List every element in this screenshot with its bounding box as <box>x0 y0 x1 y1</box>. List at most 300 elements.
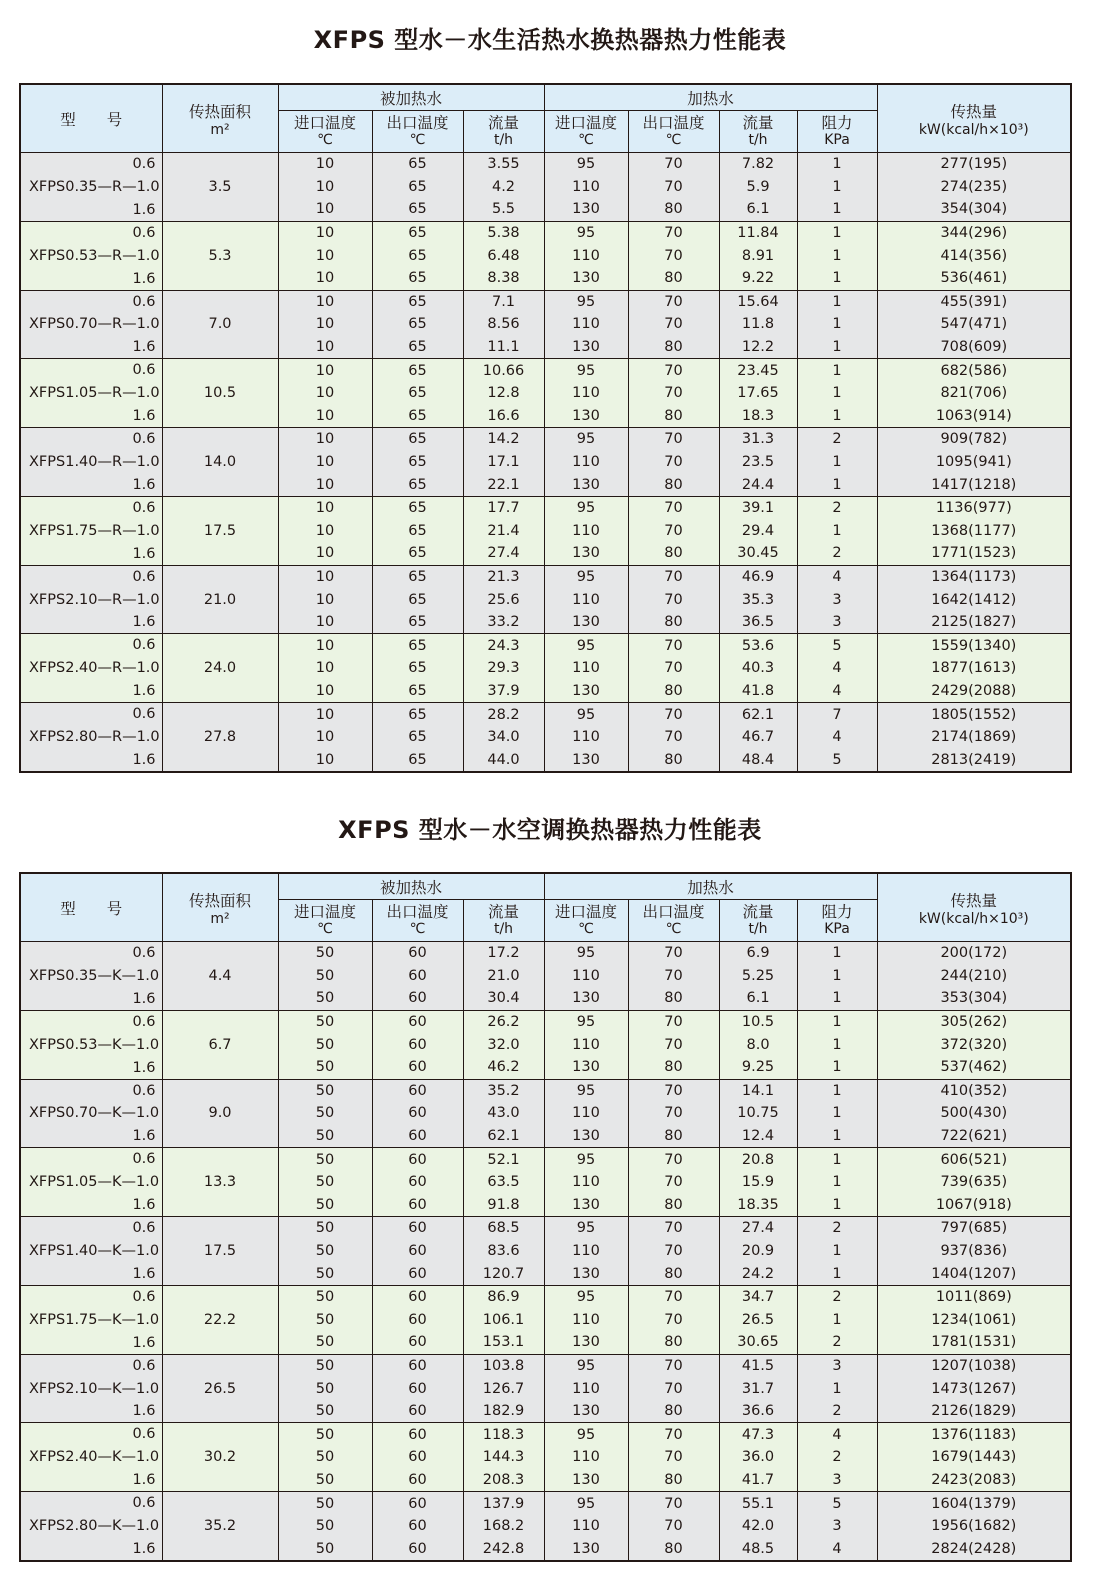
heating-outlet-temp-cell: 70 <box>628 726 719 749</box>
heated-outlet-temp-cell: 60 <box>372 1148 463 1171</box>
heating-outlet-temp-cell: 70 <box>628 244 719 267</box>
heating-inlet-temp-cell: 110 <box>544 382 628 405</box>
heated-flow-cell: 63.5 <box>463 1171 544 1194</box>
heating-flow-cell: 9.22 <box>719 267 797 290</box>
heating-inlet-temp-cell: 130 <box>544 1125 628 1148</box>
area-cell: 21.0 <box>162 565 278 634</box>
heating-inlet-temp-cell: 130 <box>544 473 628 496</box>
heating-outlet-temp-cell: 80 <box>628 1194 719 1217</box>
heat-transfer-cell: 1136(977) <box>877 496 1071 519</box>
inlet-temp-label: 进口温度 <box>555 113 618 132</box>
heating-outlet-temp-cell: 80 <box>628 405 719 428</box>
heated-inlet-temp-cell: 10 <box>278 473 372 496</box>
model-name: XFPS0.53—K—1.0 <box>29 1036 160 1053</box>
pressure-high: 1.6 <box>132 201 156 218</box>
heated-flow-cell: 4.2 <box>463 176 544 199</box>
heating-inlet-temp-cell: 110 <box>544 1446 628 1469</box>
heat-transfer-cell: 1771(1523) <box>877 542 1071 565</box>
heated-outlet-temp-cell: 60 <box>372 1515 463 1538</box>
resistance-cell: 2 <box>797 1285 877 1308</box>
model-cell <box>20 1079 162 1148</box>
heating-flow-cell: 55.1 <box>719 1492 797 1515</box>
heating-outlet-temp-cell: 70 <box>628 1446 719 1469</box>
resistance-cell: 1 <box>797 1033 877 1056</box>
heated-outlet-temp-cell: 65 <box>372 176 463 199</box>
heating-inlet-temp-cell: 95 <box>544 634 628 657</box>
heated-inlet-temp-cell: 50 <box>278 1171 372 1194</box>
heated-outlet-temp-cell: 60 <box>372 1171 463 1194</box>
heated-outlet-temp-cell: 60 <box>372 1469 463 1492</box>
heated-outlet-temp-cell: 60 <box>372 1331 463 1354</box>
heat-transfer-cell: 682(586) <box>877 359 1071 382</box>
heated-outlet-temp-cell: 65 <box>372 565 463 588</box>
table-row <box>20 1148 1071 1171</box>
outlet-temp-unit: ℃ <box>665 920 682 937</box>
pressure-high: 1.6 <box>132 1334 156 1351</box>
inlet-temp-unit: ℃ <box>317 131 333 148</box>
heated-inlet-temp-cell: 10 <box>278 405 372 428</box>
heated-outlet-temp-cell: 60 <box>372 1423 463 1446</box>
heated-flow-cell: 37.9 <box>463 680 544 703</box>
heated-inlet-temp-cell: 50 <box>278 1423 372 1446</box>
area-cell: 27.8 <box>162 703 278 772</box>
area-cell: 30.2 <box>162 1423 278 1492</box>
heated-inlet-temp-cell: 10 <box>278 336 372 359</box>
pressure-high: 1.6 <box>132 476 156 493</box>
model-name: XFPS2.10—K—1.0 <box>29 1380 160 1397</box>
heating-outlet-temp-cell: 70 <box>628 520 719 543</box>
model-cell <box>20 221 162 290</box>
column-header-outlet-temp <box>628 900 719 942</box>
heating-inlet-temp-cell: 130 <box>544 611 628 634</box>
model-name: XFPS2.40—R—1.0 <box>29 660 160 677</box>
heated-outlet-temp-cell: 65 <box>372 428 463 451</box>
pressure-high: 1.6 <box>132 683 156 700</box>
flow-unit: t/h <box>493 920 514 937</box>
heating-inlet-temp-cell: 95 <box>544 1423 628 1446</box>
pressure-high: 1.6 <box>132 1265 156 1282</box>
model-name: XFPS0.70—R—1.0 <box>29 316 160 333</box>
resistance-cell: 1 <box>797 1102 877 1125</box>
heated-flow-cell: 17.1 <box>463 451 544 474</box>
heated-flow-cell: 5.5 <box>463 198 544 221</box>
table-row <box>20 942 1071 965</box>
resistance-cell: 1 <box>797 1125 877 1148</box>
outlet-temp-unit: ℃ <box>665 131 682 148</box>
resistance-cell: 1 <box>797 1309 877 1332</box>
heating-flow-cell: 41.7 <box>719 1469 797 1492</box>
heating-flow-cell: 30.45 <box>719 542 797 565</box>
heated-outlet-temp-cell: 65 <box>372 405 463 428</box>
heated-inlet-temp-cell: 10 <box>278 267 372 290</box>
model-cell <box>20 1492 162 1561</box>
pressure-low: 0.6 <box>132 1288 156 1305</box>
table-row <box>20 1285 1071 1308</box>
model-name: XFPS0.35—R—1.0 <box>29 178 160 195</box>
pressure-low: 0.6 <box>132 1426 156 1443</box>
heating-flow-cell: 62.1 <box>719 703 797 726</box>
heat-transfer-cell: 1011(869) <box>877 1285 1071 1308</box>
heat-transfer-cell: 937(836) <box>877 1240 1071 1263</box>
heating-outlet-temp-cell: 70 <box>628 496 719 519</box>
flow-unit: t/h <box>748 131 768 148</box>
heating-outlet-temp-cell: 70 <box>628 176 719 199</box>
resistance-cell: 1 <box>797 221 877 244</box>
pressure-low: 0.6 <box>132 945 156 961</box>
model-cell <box>20 428 162 497</box>
heated-flow-cell: 44.0 <box>463 748 544 772</box>
model-name: XFPS0.53—R—1.0 <box>29 247 160 264</box>
pressure-low: 0.6 <box>132 362 156 379</box>
heat-transfer-cell: 353(304) <box>877 987 1071 1010</box>
outlet-temp-unit: ℃ <box>409 920 426 937</box>
model-cell <box>20 1354 162 1423</box>
heated-flow-cell: 86.9 <box>463 1285 544 1308</box>
heating-outlet-temp-cell: 80 <box>628 1537 719 1561</box>
pressure-low: 0.6 <box>132 499 156 516</box>
header-row <box>20 873 1071 900</box>
heat-transfer-cell: 547(471) <box>877 313 1071 336</box>
heated-flow-cell: 21.0 <box>463 965 544 988</box>
pressure-low: 0.6 <box>132 568 156 585</box>
heating-flow-cell: 34.7 <box>719 1285 797 1308</box>
heat-transfer-cell: 1877(1613) <box>877 657 1071 680</box>
pressure-low: 0.6 <box>132 293 156 310</box>
heating-inlet-temp-cell: 110 <box>544 965 628 988</box>
heated-inlet-temp-cell: 50 <box>278 1262 372 1285</box>
heat-transfer-cell: 414(356) <box>877 244 1071 267</box>
heating-inlet-temp-cell: 110 <box>544 520 628 543</box>
heated-flow-cell: 118.3 <box>463 1423 544 1446</box>
heating-outlet-temp-cell: 80 <box>628 1056 719 1079</box>
model-cell <box>20 290 162 359</box>
heating-flow-cell: 36.0 <box>719 1446 797 1469</box>
heated-inlet-temp-cell: 50 <box>278 1056 372 1079</box>
heated-flow-cell: 12.8 <box>463 382 544 405</box>
column-header-inlet-temp <box>278 111 372 153</box>
resistance-label: 阻力 <box>821 902 853 921</box>
heated-flow-cell: 34.0 <box>463 726 544 749</box>
heated-flow-cell: 43.0 <box>463 1102 544 1125</box>
heated-outlet-temp-cell: 65 <box>372 496 463 519</box>
heated-flow-cell: 28.2 <box>463 703 544 726</box>
heated-flow-cell: 26.2 <box>463 1010 544 1033</box>
heating-inlet-temp-cell: 130 <box>544 1194 628 1217</box>
column-header-inlet-temp <box>544 900 628 942</box>
heating-outlet-temp-cell: 70 <box>628 1515 719 1538</box>
heating-flow-cell: 10.75 <box>719 1102 797 1125</box>
resistance-cell: 1 <box>797 1377 877 1400</box>
heated-flow-cell: 52.1 <box>463 1148 544 1171</box>
column-header-heat-transfer <box>877 873 1071 942</box>
heating-flow-cell: 15.64 <box>719 290 797 313</box>
model-name: XFPS2.80—R—1.0 <box>29 729 160 746</box>
heated-inlet-temp-cell: 50 <box>278 1033 372 1056</box>
heated-inlet-temp-cell: 10 <box>278 726 372 749</box>
heating-flow-cell: 5.9 <box>719 176 797 199</box>
heating-flow-cell: 6.1 <box>719 198 797 221</box>
pressure-high: 1.6 <box>132 752 156 769</box>
heated-outlet-temp-cell: 65 <box>372 657 463 680</box>
heated-inlet-temp-cell: 50 <box>278 1240 372 1263</box>
heating-flow-cell: 41.5 <box>719 1354 797 1377</box>
model-name: XFPS0.35—K—1.0 <box>29 967 160 984</box>
outlet-temp-label: 出口温度 <box>386 902 449 921</box>
pressure-high: 1.6 <box>132 1541 156 1558</box>
heated-outlet-temp-cell: 60 <box>372 1194 463 1217</box>
table-row <box>20 221 1071 244</box>
heating-inlet-temp-cell: 110 <box>544 1171 628 1194</box>
heated-outlet-temp-cell: 65 <box>372 588 463 611</box>
heating-inlet-temp-cell: 95 <box>544 942 628 965</box>
heated-inlet-temp-cell: 10 <box>278 382 372 405</box>
heating-outlet-temp-cell: 70 <box>628 1354 719 1377</box>
heating-inlet-temp-cell: 110 <box>544 1377 628 1400</box>
resistance-label: 阻力 <box>821 113 853 132</box>
area-unit: m² <box>210 910 230 927</box>
resistance-cell: 3 <box>797 1354 877 1377</box>
resistance-cell: 1 <box>797 1148 877 1171</box>
heating-outlet-temp-cell: 70 <box>628 634 719 657</box>
heat-transfer-cell: 1679(1443) <box>877 1446 1071 1469</box>
heating-flow-cell: 5.25 <box>719 965 797 988</box>
model-cell <box>20 1148 162 1217</box>
heating-inlet-temp-cell: 95 <box>544 1492 628 1515</box>
heat-transfer-label: 传热量 <box>950 102 998 121</box>
heated-outlet-temp-cell: 65 <box>372 473 463 496</box>
heating-inlet-temp-cell: 110 <box>544 1102 628 1125</box>
heated-outlet-temp-cell: 60 <box>372 1354 463 1377</box>
heating-flow-cell: 39.1 <box>719 496 797 519</box>
heated-flow-cell: 14.2 <box>463 428 544 451</box>
resistance-unit: KPa <box>824 920 850 937</box>
heating-inlet-temp-cell: 130 <box>544 748 628 772</box>
heated-outlet-temp-cell: 65 <box>372 221 463 244</box>
heat-transfer-cell: 500(430) <box>877 1102 1071 1125</box>
heating-inlet-temp-cell: 95 <box>544 290 628 313</box>
resistance-cell: 1 <box>797 153 877 176</box>
heated-outlet-temp-cell: 65 <box>372 726 463 749</box>
heated-outlet-temp-cell: 60 <box>372 1285 463 1308</box>
column-header-flow <box>463 111 544 153</box>
inlet-temp-unit: ℃ <box>578 131 594 148</box>
heat-transfer-cell: 537(462) <box>877 1056 1071 1079</box>
heated-flow-cell: 10.66 <box>463 359 544 382</box>
heated-flow-cell: 32.0 <box>463 1033 544 1056</box>
model-name: XFPS2.40—K—1.0 <box>29 1449 160 1466</box>
pressure-high: 1.6 <box>132 1128 156 1145</box>
heated-outlet-temp-cell: 65 <box>372 634 463 657</box>
heat-transfer-cell: 1781(1531) <box>877 1331 1071 1354</box>
column-header-outlet-temp <box>628 111 719 153</box>
heating-outlet-temp-cell: 70 <box>628 1102 719 1125</box>
heated-inlet-temp-cell: 10 <box>278 359 372 382</box>
heating-inlet-temp-cell: 110 <box>544 1309 628 1332</box>
header-row <box>20 84 1071 111</box>
heated-outlet-temp-cell: 60 <box>372 1217 463 1240</box>
heated-inlet-temp-cell: 50 <box>278 1354 372 1377</box>
heating-outlet-temp-cell: 70 <box>628 382 719 405</box>
resistance-cell: 4 <box>797 657 877 680</box>
heat-transfer-cell: 536(461) <box>877 267 1071 290</box>
heated-inlet-temp-cell: 10 <box>278 290 372 313</box>
heated-outlet-temp-cell: 65 <box>372 611 463 634</box>
model-cell <box>20 359 162 428</box>
heating-inlet-temp-cell: 95 <box>544 359 628 382</box>
area-cell: 5.3 <box>162 221 278 290</box>
heating-flow-cell: 35.3 <box>719 588 797 611</box>
heat-transfer-cell: 1376(1183) <box>877 1423 1071 1446</box>
heated-flow-cell: 17.2 <box>463 942 544 965</box>
heated-outlet-temp-cell: 60 <box>372 1240 463 1263</box>
resistance-cell: 5 <box>797 1492 877 1515</box>
table <box>19 83 1072 773</box>
model-cell <box>20 1217 162 1286</box>
table-row <box>20 1079 1071 1102</box>
heating-flow-cell: 46.9 <box>719 565 797 588</box>
heating-inlet-temp-cell: 130 <box>544 1331 628 1354</box>
resistance-cell: 3 <box>797 588 877 611</box>
pressure-low: 0.6 <box>132 1220 156 1237</box>
resistance-cell: 4 <box>797 726 877 749</box>
heat-transfer-cell: 1805(1552) <box>877 703 1071 726</box>
heating-flow-cell: 42.0 <box>719 1515 797 1538</box>
heated-inlet-temp-cell: 50 <box>278 965 372 988</box>
pressure-high: 1.6 <box>132 339 156 356</box>
flow-label: 流量 <box>742 113 774 132</box>
heat-transfer-cell: 2174(1869) <box>877 726 1071 749</box>
pressure-high: 1.6 <box>132 1472 156 1489</box>
area-cell: 6.7 <box>162 1010 278 1079</box>
pressure-low: 0.6 <box>132 1495 156 1512</box>
heating-outlet-temp-cell: 70 <box>628 1217 719 1240</box>
resistance-cell: 2 <box>797 428 877 451</box>
model-name: XFPS1.75—K—1.0 <box>29 1311 160 1328</box>
pressure-low: 0.6 <box>132 1357 156 1374</box>
heating-inlet-temp-cell: 95 <box>544 1010 628 1033</box>
model-cell <box>20 1285 162 1354</box>
resistance-cell: 1 <box>797 987 877 1010</box>
heating-inlet-temp-cell: 95 <box>544 1079 628 1102</box>
pressure-low: 0.6 <box>132 1151 156 1168</box>
table-row <box>20 565 1071 588</box>
heated-flow-cell: 137.9 <box>463 1492 544 1515</box>
heating-inlet-temp-cell: 130 <box>544 1469 628 1492</box>
table <box>19 872 1072 1562</box>
column-group-heated-water: 被加热水 <box>278 873 544 900</box>
outlet-temp-label: 出口温度 <box>386 113 449 132</box>
table-row <box>20 1217 1071 1240</box>
pressure-high: 1.6 <box>132 545 156 562</box>
heating-inlet-temp-cell: 130 <box>544 1056 628 1079</box>
heated-outlet-temp-cell: 60 <box>372 1309 463 1332</box>
heating-inlet-temp-cell: 95 <box>544 565 628 588</box>
heating-inlet-temp-cell: 110 <box>544 313 628 336</box>
heated-inlet-temp-cell: 10 <box>278 428 372 451</box>
heated-inlet-temp-cell: 10 <box>278 611 372 634</box>
area-label: 传热面积 <box>188 102 251 121</box>
heating-flow-cell: 36.5 <box>719 611 797 634</box>
heating-outlet-temp-cell: 70 <box>628 965 719 988</box>
inlet-temp-label: 进口温度 <box>293 113 356 132</box>
heated-flow-cell: 30.4 <box>463 987 544 1010</box>
performance-table-air-conditioning <box>19 872 1070 1562</box>
heating-flow-cell: 12.4 <box>719 1125 797 1148</box>
resistance-cell: 2 <box>797 1446 877 1469</box>
heated-inlet-temp-cell: 10 <box>278 221 372 244</box>
table-row <box>20 1423 1071 1446</box>
heating-flow-cell: 7.82 <box>719 153 797 176</box>
heated-outlet-temp-cell: 65 <box>372 267 463 290</box>
pressure-low: 0.6 <box>132 224 156 241</box>
heating-inlet-temp-cell: 95 <box>544 703 628 726</box>
heating-flow-cell: 15.9 <box>719 1171 797 1194</box>
heating-flow-cell: 46.7 <box>719 726 797 749</box>
heating-outlet-temp-cell: 70 <box>628 1285 719 1308</box>
column-header-flow <box>463 900 544 942</box>
heated-outlet-temp-cell: 60 <box>372 1377 463 1400</box>
heat-transfer-cell: 244(210) <box>877 965 1071 988</box>
heated-inlet-temp-cell: 10 <box>278 176 372 199</box>
flow-label: 流量 <box>488 113 520 132</box>
pressure-high: 1.6 <box>132 270 156 287</box>
heated-flow-cell: 91.8 <box>463 1194 544 1217</box>
model-name: XFPS1.75—R—1.0 <box>29 522 160 539</box>
column-header-outlet-temp <box>372 111 463 153</box>
heat-transfer-cell: 1063(914) <box>877 405 1071 428</box>
heating-inlet-temp-cell: 110 <box>544 176 628 199</box>
heat-transfer-cell: 305(262) <box>877 1010 1071 1033</box>
heated-inlet-temp-cell: 50 <box>278 1492 372 1515</box>
heated-outlet-temp-cell: 65 <box>372 313 463 336</box>
heating-flow-cell: 27.4 <box>719 1217 797 1240</box>
heating-outlet-temp-cell: 70 <box>628 1377 719 1400</box>
column-header-area <box>162 873 278 942</box>
outlet-temp-label: 出口温度 <box>642 113 705 132</box>
pressure-high: 1.6 <box>132 990 156 1007</box>
heated-outlet-temp-cell: 60 <box>372 1102 463 1125</box>
heated-outlet-temp-cell: 60 <box>372 942 463 965</box>
resistance-cell: 1 <box>797 1056 877 1079</box>
heating-flow-cell: 20.8 <box>719 1148 797 1171</box>
resistance-cell: 1 <box>797 520 877 543</box>
heated-inlet-temp-cell: 50 <box>278 1377 372 1400</box>
resistance-cell: 4 <box>797 680 877 703</box>
heating-inlet-temp-cell: 110 <box>544 1240 628 1263</box>
column-group-heating-water: 加热水 <box>544 873 877 900</box>
heated-flow-cell: 153.1 <box>463 1331 544 1354</box>
table-row <box>20 496 1071 519</box>
heating-flow-cell: 30.65 <box>719 1331 797 1354</box>
resistance-cell: 1 <box>797 244 877 267</box>
area-cell: 7.0 <box>162 290 278 359</box>
heated-inlet-temp-cell: 50 <box>278 1537 372 1561</box>
resistance-cell: 7 <box>797 703 877 726</box>
pressure-high: 1.6 <box>132 1403 156 1420</box>
heat-transfer-cell: 1404(1207) <box>877 1262 1071 1285</box>
area-cell: 17.5 <box>162 496 278 565</box>
heating-inlet-temp-cell: 130 <box>544 405 628 428</box>
column-header-resistance <box>797 900 877 942</box>
heated-flow-cell: 46.2 <box>463 1056 544 1079</box>
pressure-high: 1.6 <box>132 614 156 631</box>
heated-flow-cell: 103.8 <box>463 1354 544 1377</box>
heated-flow-cell: 62.1 <box>463 1125 544 1148</box>
heating-inlet-temp-cell: 130 <box>544 198 628 221</box>
heating-outlet-temp-cell: 70 <box>628 657 719 680</box>
heating-flow-cell: 18.35 <box>719 1194 797 1217</box>
heated-inlet-temp-cell: 50 <box>278 942 372 965</box>
